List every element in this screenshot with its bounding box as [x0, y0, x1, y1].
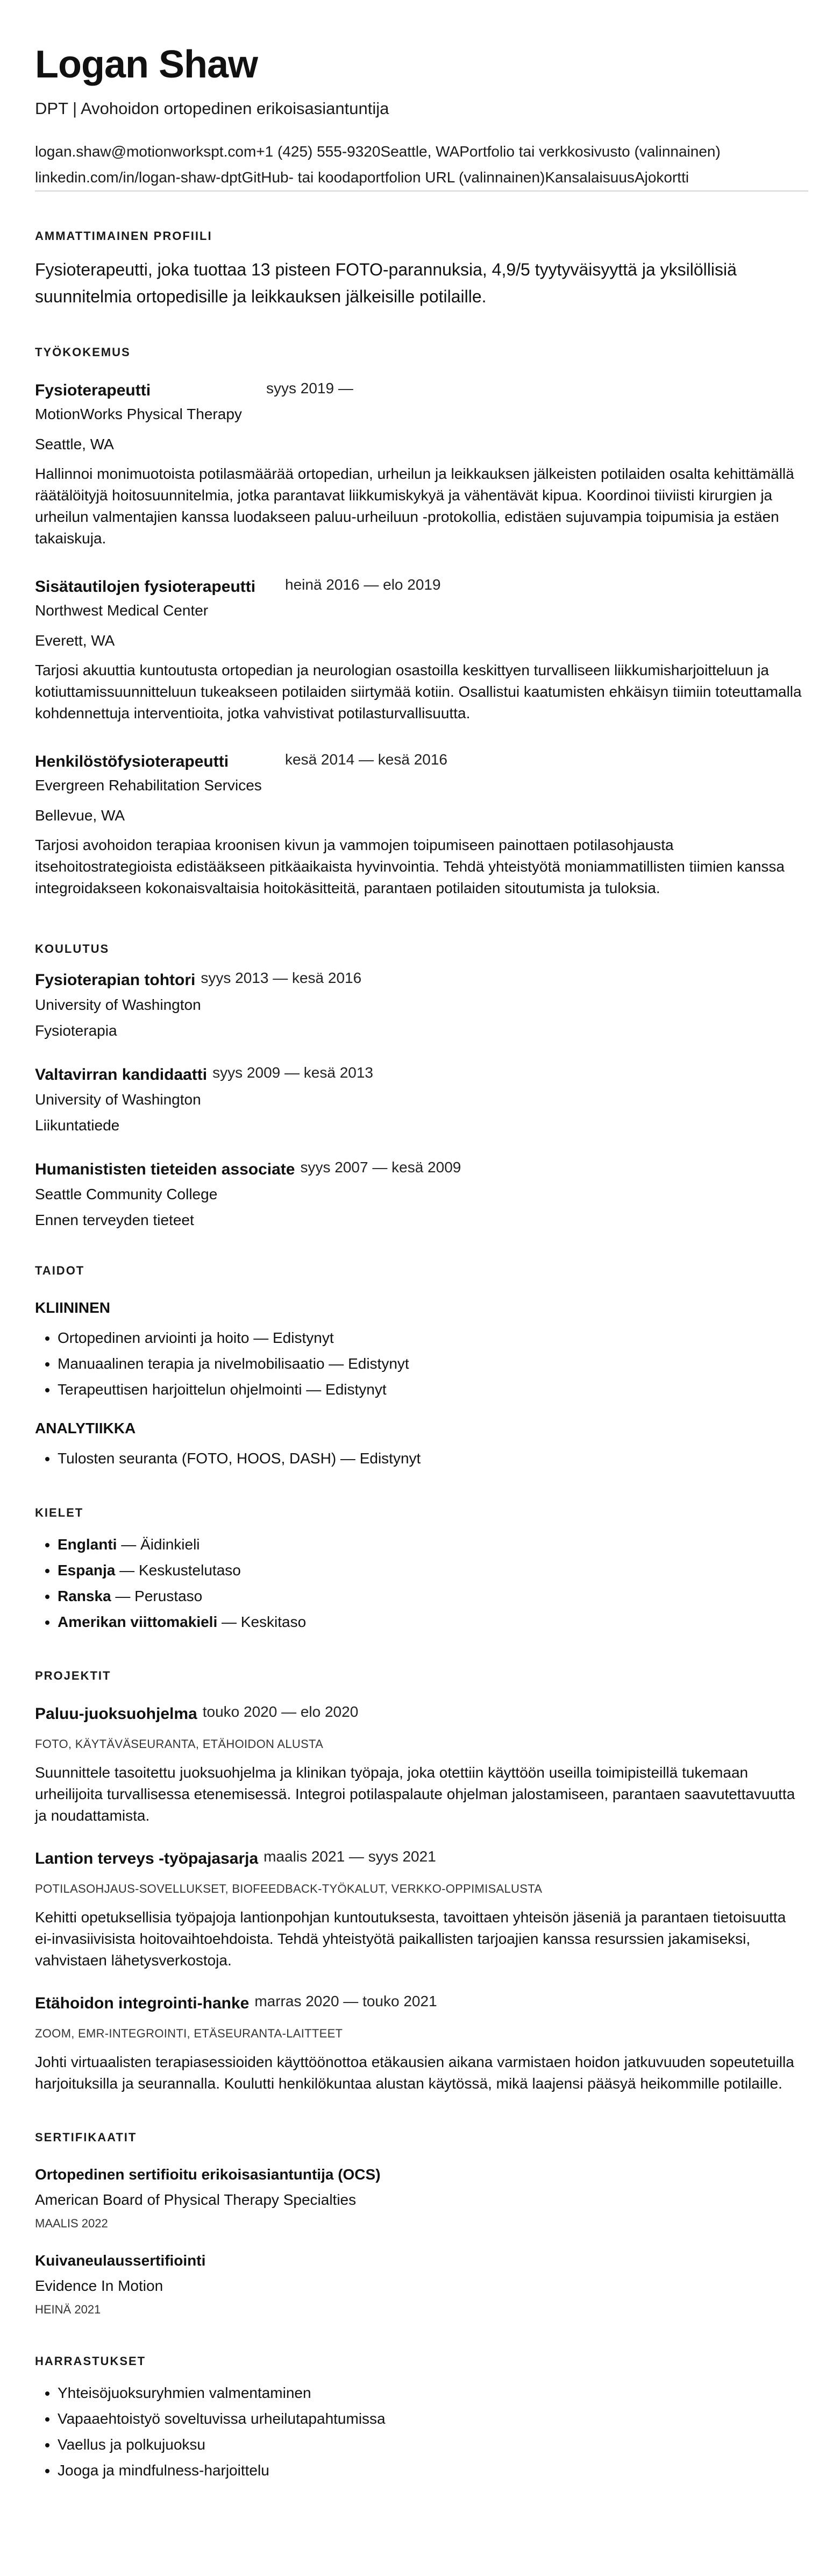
contact-phone[interactable]: +1 (425) 555-9320	[256, 143, 381, 160]
project-item	[35, 1847, 809, 1971]
school-name: Seattle Community College	[35, 1186, 218, 1202]
contact-drivers-license: Ajokortti	[634, 169, 689, 186]
job-date: syys 2019 —	[266, 380, 353, 397]
certification-item	[35, 2164, 809, 2232]
project-item	[35, 1702, 809, 1827]
section-title: TYÖKOKEMUS	[35, 345, 131, 359]
section-title: HARRASTUKSET	[35, 2354, 146, 2368]
project-title: Lantion terveys -työpajasarja	[35, 1850, 259, 1867]
degree-title: Humanististen tieteiden associate	[35, 1160, 295, 1178]
field-of-study: Liikuntatiede	[35, 1117, 120, 1134]
project-date: touko 2020 — elo 2020	[202, 1703, 359, 1720]
job-title: Henkilöstöfysioterapeutti	[35, 753, 229, 770]
language-level: — Äidinkieli	[117, 1536, 200, 1553]
hobby-item: • Jooga ja mindfulness-harjoittelu	[58, 2458, 809, 2483]
experience-item	[35, 575, 809, 724]
project-date: marras 2020 — touko 2021	[254, 1993, 437, 2009]
project-title: Paluu-juoksuohjelma	[35, 1705, 197, 1723]
section-title: TAIDOT	[35, 1264, 85, 1277]
language-item	[58, 1532, 809, 1558]
hobby-item: • Vapaaehtoistyö soveltuvissa urheilutapahtumissa	[58, 2406, 809, 2432]
job-description: Tarjosi avohoidon terapiaa kroonisen kivun ja vammojen toipumiseen painottaen potilasohjausta itsehoitostrategioista edistääkseen pitkäaikaista hyvinvointia. Tehdä yhteistyötä moniammatillisten tiimien kanssa integroidakseen kokonaisvaltaisia hoitokäsitteitä, parantaen potilaiden sitoutumista ja tuloksia.	[35, 837, 785, 896]
languages-section	[35, 1505, 809, 1635]
candidate-subtitle: DPT | Avohoidon ortopedinen erikoisasiantuntija	[35, 99, 389, 118]
hobby-item: • Vaellus ja polkujuoksu	[58, 2432, 809, 2458]
skill-item: • Manuaalinen terapia ja nivelmobilisaatio — Edistynyt	[58, 1351, 809, 1377]
job-location: Bellevue, WA	[35, 807, 125, 824]
job-date: kesä 2014 — kesä 2016	[285, 751, 447, 768]
education-section	[35, 941, 809, 1231]
language-list	[35, 1532, 809, 1635]
education-item	[35, 1063, 809, 1136]
section-title: SERTIFIKAATIT	[35, 2131, 137, 2144]
skill-item: • Ortopedinen arviointi ja hoito — Edistynyt	[58, 1325, 809, 1351]
education-item	[35, 1158, 809, 1231]
skill-list	[35, 1446, 809, 1471]
contact-location: Seattle, WA	[380, 143, 460, 160]
degree-title: Fysioterapian tohtori	[35, 971, 196, 989]
section-title: AMMATTIMAINEN PROFIILI	[35, 229, 212, 243]
job-description: Tarjosi akuuttia kuntoutusta ortopedian ja neurologian osastoilla keskittyen turvalliseen liikkumisharjoitteluun ja kotiuttamissuunnitteluun tukeakseen potilaiden siirtymää kotiin. Osallistui kaatumisten ehkäisyn tiimiin toteuttamalla kohdennettuja interventioita, jotka vahvistivat potilasturvallisuutta.	[35, 662, 802, 721]
contact-info	[35, 139, 808, 192]
contact-linkedin[interactable]: linkedin.com/in/logan-shaw-dpt	[35, 169, 242, 186]
project-description: Kehitti opetuksellisia työpajoja lantionpohjan kuntoutuksesta, tavoittaen yhteisön jäseniä ja parantaen tietoisuutta ei-invasiivisista hoitovaihtoehdoista. Tehdä yhteistyötä paikallisten tarjoajien kanssa resurssien jakamiseksi, vahvistaen lähetysverkostoja.	[35, 1909, 786, 1969]
degree-title: Valtavirran kandidaatti	[35, 1066, 208, 1084]
profile-section	[35, 228, 809, 310]
job-date: heinä 2016 — elo 2019	[285, 576, 441, 593]
job-title: Sisätautilojen fysioterapeutti	[35, 578, 256, 596]
education-date: syys 2013 — kesä 2016	[201, 969, 362, 986]
language-item	[58, 1583, 809, 1609]
experience-section	[35, 344, 809, 899]
language-name: Ranska	[58, 1588, 111, 1604]
certifications-section	[35, 2129, 809, 2318]
language-item	[58, 1558, 809, 1583]
job-location: Seattle, WA	[35, 436, 114, 452]
project-description: Suunnittele tasoitettu juoksuohjelma ja klinikan työpaja, joka otettiin käyttöön useilla toimipisteillä tukemaan urheilijoita turvallisessa etenemisessä. Integroi potilaspalaute ohjelman jalostamiseen, parantaen saavutettavuutta ja noudattamista.	[35, 1764, 795, 1824]
candidate-name: Logan Shaw	[35, 43, 258, 86]
school-name: University of Washington	[35, 996, 201, 1013]
section-title: PROJEKTIT	[35, 1669, 111, 1682]
language-level: — Keskitaso	[217, 1613, 307, 1630]
resume-header	[35, 43, 809, 192]
certification-item	[35, 2250, 809, 2318]
contact-row	[35, 165, 808, 190]
hobbies-section	[35, 2353, 809, 2483]
job-title: Fysioterapeutti	[35, 381, 151, 399]
school-name: University of Washington	[35, 1091, 201, 1108]
hobby-list	[35, 2380, 809, 2483]
job-location: Everett, WA	[35, 632, 115, 649]
section-title: KOULUTUS	[35, 942, 110, 956]
contact-github[interactable]: GitHub- tai koodaportfolion URL (valinnainen)	[241, 169, 545, 186]
certification-issuer: American Board of Physical Therapy Specialties	[35, 2191, 357, 2208]
education-date: syys 2007 — kesä 2009	[300, 1159, 461, 1176]
skill-group-title: ANALYTIIKKA	[35, 1420, 136, 1436]
projects-section	[35, 1668, 809, 2094]
project-description: Johti virtuaalisten terapiasessioiden käyttöönottoa etäkausien aikana varmistaen hoidon jatkuvuuden sopeutetuilla harjoituksilla ja seurannalla. Koulutti henkilökuntaa alustan käytössä, mikä laajensi pääsyä heikommille potilaille.	[35, 2054, 794, 2092]
section-title: KIELET	[35, 1506, 84, 1519]
skill-list	[35, 1325, 809, 1403]
certification-date: MAALIS 2022	[35, 2217, 108, 2230]
contact-email[interactable]: logan.shaw@motionworkspt.com	[35, 143, 257, 160]
skill-group-title: KLIININEN	[35, 1299, 110, 1316]
certification-date: HEINÄ 2021	[35, 2303, 101, 2316]
education-item	[35, 968, 809, 1042]
experience-item	[35, 750, 809, 899]
project-date: maalis 2021 — syys 2021	[264, 1848, 436, 1865]
language-name: Englanti	[58, 1536, 117, 1553]
language-level: — Perustaso	[111, 1588, 203, 1604]
skill-item: • Terapeuttisen harjoittelun ohjelmointi — Edistynyt	[58, 1377, 809, 1403]
certification-issuer: Evidence In Motion	[35, 2277, 163, 2294]
language-name: Espanja	[58, 1562, 116, 1579]
job-description: Hallinnoi monimuotoista potilasmäärää ortopedian, urheilun ja leikkauksen jälkeisten potilaiden osalta kehittämällä räätälöityjä hoitosuunnitelmia, jotka parantavat liikkumiskykyä ja vähentävät kipua. Koordinoi tiiviisti kirurgien ja urheilun valmentajien kanssa luodakseen paluu-urheiluun -protokollia, edistäen sujuvampia toipumisia ja estäen takaiskuja.	[35, 465, 794, 547]
certification-name: Kuivaneulaussertifiointi	[35, 2252, 206, 2269]
experience-item	[35, 379, 809, 549]
company-name: Evergreen Rehabilitation Services	[35, 777, 262, 794]
project-tags: FOTO, KÄYTÄVÄSEURANTA, ETÄHOIDON ALUSTA	[35, 1737, 324, 1751]
company-name: MotionWorks Physical Therapy	[35, 406, 242, 422]
project-tags: ZOOM, EMR-INTEGROINTI, ETÄSEURANTA-LAITTEET	[35, 2027, 343, 2040]
language-level: — Keskustelutaso	[115, 1562, 241, 1579]
skill-item: • Tulosten seuranta (FOTO, HOOS, DASH) — Edistynyt	[58, 1446, 809, 1471]
company-name: Northwest Medical Center	[35, 602, 209, 619]
contact-citizenship: Kansalaisuus	[545, 169, 635, 186]
education-date: syys 2009 — kesä 2013	[212, 1064, 373, 1081]
field-of-study: Ennen terveyden tieteet	[35, 1212, 194, 1228]
language-name: Amerikan viittomakieli	[58, 1613, 218, 1630]
skills-section	[35, 1263, 809, 1471]
certification-name: Ortopedinen sertifioitu erikoisasiantuntija (OCS)	[35, 2166, 381, 2183]
project-title: Etähoidon integrointi-hanke	[35, 1994, 250, 2012]
hobby-item: • Yhteisöjuoksuryhmien valmentaminen	[58, 2380, 809, 2406]
profile-text: Fysioterapeutti, joka tuottaa 13 pisteen FOTO-parannuksia, 4,9/5 tyytyväisyyttä ja yksilöllisiä suunnitelmia ortopedisille ja leikkauksen jälkeisille potilaille.	[35, 260, 737, 306]
contact-portfolio[interactable]: Portfolio tai verkkosivusto (valinnainen)	[459, 143, 721, 160]
contact-row	[35, 139, 808, 165]
field-of-study: Fysioterapia	[35, 1022, 117, 1039]
language-item	[58, 1609, 809, 1635]
project-item	[35, 1992, 809, 2094]
project-tags: POTILASOHJAUS-SOVELLUKSET, BIOFEEDBACK-TYÖKALUT, VERKKO-OPPIMISALUSTA	[35, 1882, 543, 1895]
